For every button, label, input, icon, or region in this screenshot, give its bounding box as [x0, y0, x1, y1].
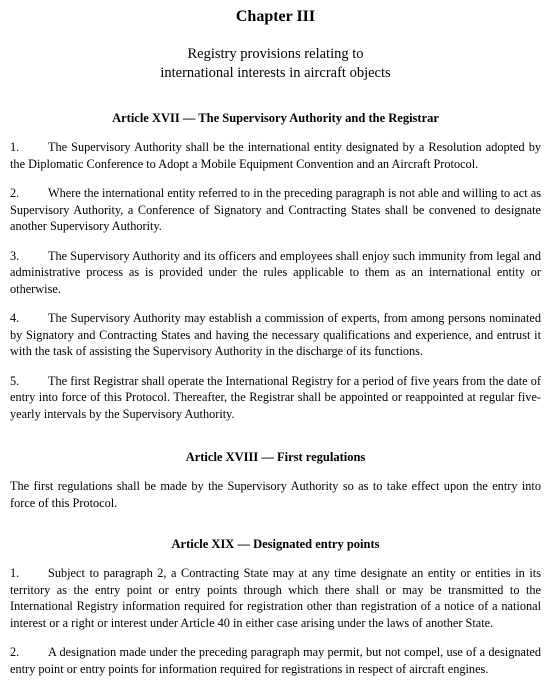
chapter-subtitle-line-1: Registry provisions relating to: [187, 46, 364, 62]
article-17-paragraph-3: [10, 248, 541, 298]
chapter-subtitle: [10, 45, 541, 83]
paragraph-text: Where the international entity referred to in the preceding paragraph is not able and willing to act as Supervisory Authority, a Conference of Signatory and Contracting States shall be convened to designate another Supervisory Authority.: [10, 186, 541, 233]
article-17-paragraph-4: [10, 310, 541, 360]
paragraph-number: 1.: [10, 140, 20, 154]
paragraph-number: 2.: [10, 645, 20, 659]
article-17-paragraph-1: [10, 139, 541, 172]
paragraph-number: 2.: [10, 186, 20, 200]
article-18-text: The first regulations shall be made by the Supervisory Authority so as to take effect upon the entry into force of this Protocol.: [10, 479, 541, 510]
article-18: [10, 449, 541, 511]
paragraph-text: The Supervisory Authority and its officers and employees shall enjoy such immunity from legal and administrative process as is provided under the rules applicable to them as an international entity or otherwise.: [10, 248, 541, 296]
paragraph-text: The Supervisory Authority shall be the international entity designated by a Resolution adopted by the Diplomatic Conference to Adopt a Mobile Equipment Convention and an Aircraft Protocol.: [10, 140, 541, 171]
article-19: [10, 536, 541, 677]
paragraph-text: The first Registrar shall operate the International Registry for a period of five years from the date of entry into force of this Protocol. Thereafter, the Registrar shall be appointed or reappointed at regular five-yearly intervals by the Supervisory Authority.: [10, 373, 541, 421]
article-18-title: Article XVIII — First regulations: [185, 450, 366, 464]
article-17-paragraph-5: [10, 373, 541, 423]
article-19-paragraph-1: [10, 565, 541, 631]
article-17: [10, 110, 541, 422]
paragraph-text: The Supervisory Authority may establish a commission of experts, from among persons nominated by Signatory and Contracting States and having the necessary qualifications and experience, and entrust it with the task of assisting the Supervisory Authority in the discharge of its functions.: [10, 311, 541, 358]
article-19-title: Article XIX — Designated entry points: [171, 537, 380, 551]
chapter-subtitle-line-2: international interests in aircraft objects: [160, 65, 391, 81]
article-17-title: Article XVII — The Supervisory Authority and the Registrar: [112, 111, 439, 125]
chapter-title: Chapter III: [235, 8, 316, 25]
paragraph-number: 3.: [10, 248, 20, 263]
paragraph-text: A designation made under the preceding paragraph may permit, but not compel, use of a designated entry point or entry points for information required for registrations in respect of aircraft engines.: [10, 645, 541, 676]
paragraph-number: 5.: [10, 373, 20, 388]
paragraph-number: 4.: [10, 311, 20, 325]
article-19-paragraph-2: [10, 644, 541, 677]
article-17-paragraph-2: [10, 185, 541, 235]
paragraph-text: Subject to paragraph 2, a Contracting State may at any time designate an entity or entities in its territory as the entry point or entry points through which there shall or may be transmitted to the International Registry information required for registration other than registration of a notice of a national interest or a right or interest under Article 40 in either case arising under the laws of another State.: [10, 566, 541, 630]
paragraph-number: 1.: [10, 566, 20, 580]
